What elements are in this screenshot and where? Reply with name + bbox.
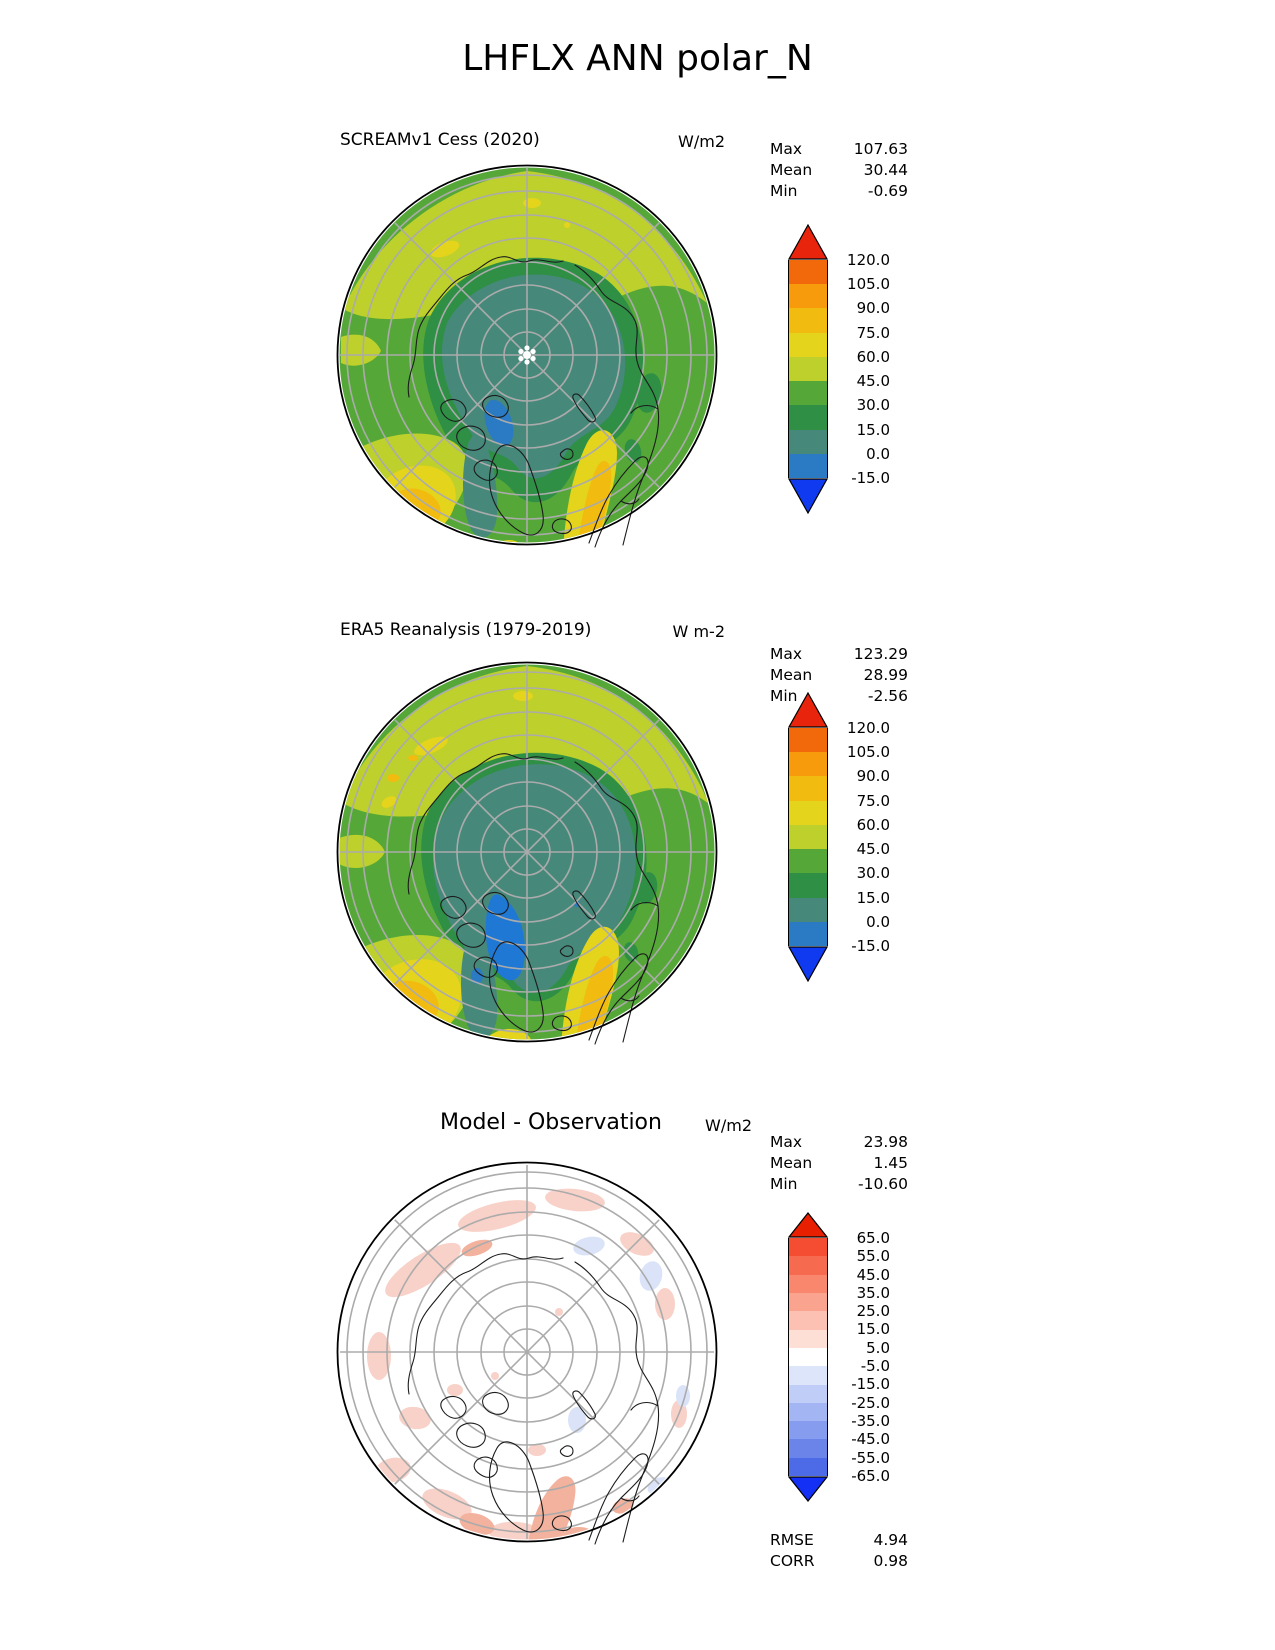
colorbar-segment xyxy=(789,1330,827,1348)
colorbar-tick: 105.0 xyxy=(847,743,890,761)
colorbar-tick: 65.0 xyxy=(856,1229,890,1247)
stat-value: 28.99 xyxy=(863,666,908,684)
colorbar-segment xyxy=(789,1238,827,1256)
colorbar-segment xyxy=(789,357,827,381)
panel2-polar-map xyxy=(327,652,727,1052)
colorbar-tick: 30.0 xyxy=(856,864,890,882)
panel3-stats xyxy=(770,1132,908,1195)
colorbar-segment xyxy=(789,1458,827,1476)
panel2-colorbar-arrow-down xyxy=(788,946,828,982)
colorbar-tick: 105.0 xyxy=(847,275,890,293)
colorbar-segment xyxy=(789,1439,827,1457)
page-title: LHFLX ANN polar_N xyxy=(462,38,813,79)
panel1-stats xyxy=(770,139,908,202)
colorbar-segment xyxy=(789,1348,827,1366)
colorbar-tick: 0.0 xyxy=(866,913,890,931)
panel3-colorbar xyxy=(788,1238,828,1476)
colorbar-tick: 90.0 xyxy=(856,767,890,785)
panel3-stat-min xyxy=(770,1174,908,1195)
panel3-colorbar-arrow-up xyxy=(788,1212,828,1238)
colorbar-tick: -5.0 xyxy=(860,1357,890,1375)
colorbar-tick: 25.0 xyxy=(856,1302,890,1320)
colorbar-segment xyxy=(789,260,827,284)
colorbar-tick: 75.0 xyxy=(856,324,890,342)
metric-rmse xyxy=(770,1530,908,1551)
colorbar-segment xyxy=(789,873,827,897)
colorbar-tick: -25.0 xyxy=(851,1394,890,1412)
stat-label: Min xyxy=(770,687,798,705)
stat-value: -2.56 xyxy=(867,687,908,705)
panel1-colorbar-arrow-down xyxy=(788,478,828,514)
stat-label: Max xyxy=(770,140,803,158)
metric-label: RMSE xyxy=(770,1531,814,1549)
colorbar-tick: 75.0 xyxy=(856,792,890,810)
colorbar-segment xyxy=(789,1275,827,1293)
panel3-stat-max xyxy=(770,1132,908,1153)
stat-label: Mean xyxy=(770,666,813,684)
colorbar-segment xyxy=(789,284,827,308)
colorbar-segment xyxy=(789,1385,827,1403)
colorbar-tick: 120.0 xyxy=(847,251,890,269)
colorbar-segment xyxy=(789,405,827,429)
colorbar-tick: 15.0 xyxy=(856,1320,890,1338)
metric-corr xyxy=(770,1551,908,1572)
colorbar-segment xyxy=(789,333,827,357)
stat-label: Mean xyxy=(770,161,813,179)
colorbar-tick: 120.0 xyxy=(847,719,890,737)
colorbar-tick: 90.0 xyxy=(856,299,890,317)
colorbar-segment xyxy=(789,825,827,849)
panel3-subtitle: Model - Observation xyxy=(440,1110,662,1135)
colorbar-segment xyxy=(789,1293,827,1311)
stat-value: 23.98 xyxy=(863,1133,908,1151)
panel3-graticule xyxy=(340,1165,714,1539)
colorbar-tick: 60.0 xyxy=(856,816,890,834)
stat-label: Min xyxy=(770,1175,798,1193)
panel2-graticule xyxy=(340,665,714,1039)
colorbar-segment xyxy=(789,1421,827,1439)
panel1-stat-min xyxy=(770,181,908,202)
colorbar-segment xyxy=(789,752,827,776)
panel1-polar-map xyxy=(327,155,727,555)
colorbar-tick: 15.0 xyxy=(856,421,890,439)
colorbar-tick: 45.0 xyxy=(856,372,890,390)
colorbar-segment xyxy=(789,430,827,454)
colorbar-segment xyxy=(789,776,827,800)
colorbar-segment xyxy=(789,1256,827,1274)
colorbar-tick: -35.0 xyxy=(851,1412,890,1430)
colorbar-tick: -65.0 xyxy=(851,1467,890,1485)
panel2-stat-mean xyxy=(770,665,908,686)
colorbar-tick: 60.0 xyxy=(856,348,890,366)
colorbar-tick: 30.0 xyxy=(856,396,890,414)
panel3-stat-mean xyxy=(770,1153,908,1174)
stat-value: -10.60 xyxy=(858,1175,908,1193)
colorbar-segment xyxy=(789,728,827,752)
panel3-polar-map xyxy=(327,1152,727,1552)
colorbar-tick: -45.0 xyxy=(851,1430,890,1448)
colorbar-segment xyxy=(789,381,827,405)
panel2-stat-max xyxy=(770,644,908,665)
metric-value: 4.94 xyxy=(873,1531,908,1549)
stat-value: -0.69 xyxy=(867,182,908,200)
stat-label: Max xyxy=(770,1133,803,1151)
stat-label: Min xyxy=(770,182,798,200)
stat-label: Max xyxy=(770,645,803,663)
colorbar-segment xyxy=(789,1366,827,1384)
colorbar-segment xyxy=(789,454,827,478)
metric-label: CORR xyxy=(770,1552,815,1570)
colorbar-tick: 0.0 xyxy=(866,445,890,463)
panel2-colorbar-arrow-up xyxy=(788,692,828,728)
colorbar-segment xyxy=(789,801,827,825)
colorbar-tick: -15.0 xyxy=(851,1375,890,1393)
panel2-subtitle: ERA5 Reanalysis (1979-2019) xyxy=(340,620,592,640)
panel1-subtitle: SCREAMv1 Cess (2020) xyxy=(340,130,540,150)
colorbar-tick: 5.0 xyxy=(866,1339,890,1357)
stat-value: 107.63 xyxy=(853,140,908,158)
colorbar-tick: 35.0 xyxy=(856,1284,890,1302)
colorbar-segment xyxy=(789,922,827,946)
stat-label: Mean xyxy=(770,1154,813,1172)
panel3-units: W/m2 xyxy=(705,1116,752,1135)
stat-value: 1.45 xyxy=(873,1154,908,1172)
colorbar-tick: 55.0 xyxy=(856,1247,890,1265)
panel1-colorbar xyxy=(788,260,828,478)
stat-value: 30.44 xyxy=(863,161,908,179)
colorbar-segment xyxy=(789,898,827,922)
panel2-colorbar xyxy=(788,728,828,946)
metric-value: 0.98 xyxy=(873,1552,908,1570)
colorbar-segment xyxy=(789,1403,827,1421)
panel1-units: W/m2 xyxy=(678,132,725,151)
colorbar-tick: -55.0 xyxy=(851,1449,890,1467)
panel3-metrics xyxy=(770,1530,908,1572)
panel2-units: W m-2 xyxy=(672,622,725,641)
panel1-stat-max xyxy=(770,139,908,160)
colorbar-segment xyxy=(789,308,827,332)
colorbar-segment xyxy=(789,1311,827,1329)
stat-value: 123.29 xyxy=(853,645,908,663)
colorbar-tick: 15.0 xyxy=(856,889,890,907)
panel3-colorbar-arrow-down xyxy=(788,1476,828,1502)
colorbar-tick: -15.0 xyxy=(851,469,890,487)
panel1-colorbar-arrow-up xyxy=(788,224,828,260)
colorbar-tick: 45.0 xyxy=(856,1266,890,1284)
colorbar-segment xyxy=(789,849,827,873)
colorbar-tick: 45.0 xyxy=(856,840,890,858)
panel1-stat-mean xyxy=(770,160,908,181)
colorbar-tick: -15.0 xyxy=(851,937,890,955)
